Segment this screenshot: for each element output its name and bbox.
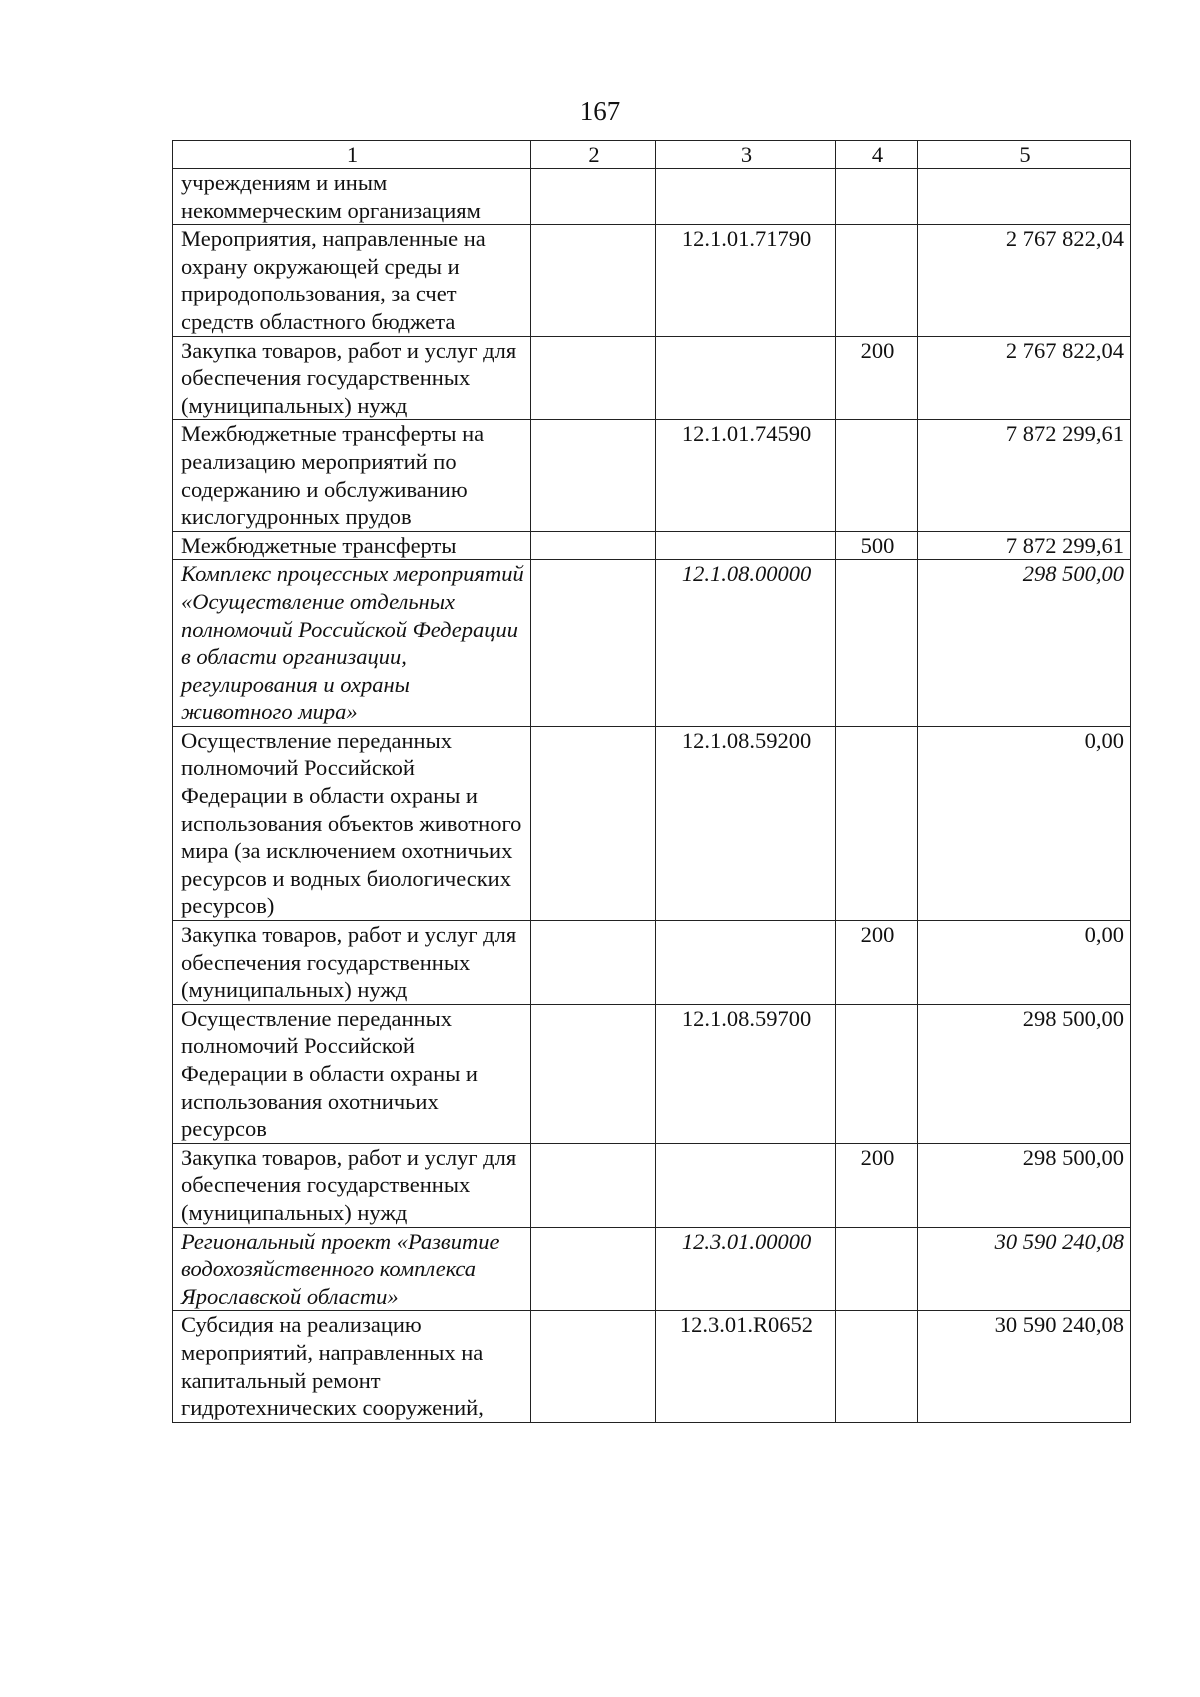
table-row — [173, 1227, 1131, 1311]
row-kind-cell — [836, 225, 918, 336]
row-col2-cell — [531, 1227, 656, 1311]
budget-table — [172, 140, 1131, 1423]
row-name-cell: Закупка товаров, работ и услуг для обеспечения государственных (муниципальных) нужд — [173, 1143, 531, 1227]
row-name-cell: Осуществление переданных полномочий Российской Федерации в области охраны и использования охотничьих ресурсов — [173, 1004, 531, 1143]
row-code-cell: 12.1.08.59700 — [656, 1004, 836, 1143]
table-row — [173, 225, 1131, 336]
row-sum-cell: 7 872 299,61 — [918, 531, 1131, 560]
row-code-cell — [656, 1143, 836, 1227]
row-name-cell: Региональный проект «Развитие водохозяйственного комплекса Ярославской области» — [173, 1227, 531, 1311]
row-col2-cell — [531, 1143, 656, 1227]
row-col2-cell — [531, 336, 656, 420]
row-name-cell: Закупка товаров, работ и услуг для обеспечения государственных (муниципальных) нужд — [173, 921, 531, 1005]
row-sum-cell: 2 767 822,04 — [918, 225, 1131, 336]
row-name-cell: Комплекс процессных мероприятий «Осуществление отдельных полномочий Российской Федерации в области организации, регулирования и охраны животного мира» — [173, 560, 531, 727]
row-kind-cell — [836, 1311, 918, 1422]
row-sum-cell: 298 500,00 — [918, 1143, 1131, 1227]
row-code-cell: 12.3.01.R0652 — [656, 1311, 836, 1422]
table-body — [173, 169, 1131, 1423]
table-row — [173, 1004, 1131, 1143]
row-col2-cell — [531, 420, 656, 531]
column-header-1: 1 — [173, 141, 531, 169]
table-row — [173, 1311, 1131, 1422]
table-row — [173, 726, 1131, 920]
row-sum-cell: 2 767 822,04 — [918, 336, 1131, 420]
row-name-cell: Межбюджетные трансферты — [173, 531, 531, 560]
row-col2-cell — [531, 1004, 656, 1143]
row-name-cell: Межбюджетные трансферты на реализацию мероприятий по содержанию и обслуживанию кислогудронных прудов — [173, 420, 531, 531]
row-code-cell: 12.1.08.00000 — [656, 560, 836, 727]
row-sum-cell: 298 500,00 — [918, 560, 1131, 727]
row-col2-cell — [531, 560, 656, 727]
row-kind-cell — [836, 726, 918, 920]
column-header-3: 3 — [656, 141, 836, 169]
row-sum-cell: 0,00 — [918, 726, 1131, 920]
row-kind-cell: 500 — [836, 531, 918, 560]
row-col2-cell — [531, 921, 656, 1005]
row-kind-cell — [836, 560, 918, 727]
row-code-cell — [656, 531, 836, 560]
row-code-cell — [656, 336, 836, 420]
table-row — [173, 336, 1131, 420]
row-name-cell: Осуществление переданных полномочий Российской Федерации в области охраны и использования объектов животного мира (за исключением охотничьих ресурсов и водных биологических ресурсов) — [173, 726, 531, 920]
row-name-cell: Закупка товаров, работ и услуг для обеспечения государственных (муниципальных) нужд — [173, 336, 531, 420]
table-row — [173, 1143, 1131, 1227]
row-sum-cell — [918, 169, 1131, 225]
table-row — [173, 420, 1131, 531]
table-row — [173, 560, 1131, 727]
row-kind-cell — [836, 1004, 918, 1143]
row-sum-cell: 30 590 240,08 — [918, 1311, 1131, 1422]
row-kind-cell: 200 — [836, 336, 918, 420]
row-kind-cell — [836, 420, 918, 531]
row-col2-cell — [531, 1311, 656, 1422]
row-code-cell — [656, 921, 836, 1005]
table-row — [173, 921, 1131, 1005]
column-header-2: 2 — [531, 141, 656, 169]
column-header-5: 5 — [918, 141, 1131, 169]
row-kind-cell: 200 — [836, 1143, 918, 1227]
row-name-cell: учреждениям и иным некоммерческим организациям — [173, 169, 531, 225]
row-col2-cell — [531, 225, 656, 336]
row-sum-cell: 30 590 240,08 — [918, 1227, 1131, 1311]
row-code-cell: 12.1.08.59200 — [656, 726, 836, 920]
row-sum-cell: 7 872 299,61 — [918, 420, 1131, 531]
row-kind-cell — [836, 1227, 918, 1311]
header-row — [173, 141, 1131, 169]
row-code-cell: 12.1.01.71790 — [656, 225, 836, 336]
row-sum-cell: 0,00 — [918, 921, 1131, 1005]
column-header-4: 4 — [836, 141, 918, 169]
row-name-cell: Субсидия на реализацию мероприятий, направленных на капитальный ремонт гидротехнических сооружений, — [173, 1311, 531, 1422]
row-kind-cell — [836, 169, 918, 225]
row-sum-cell: 298 500,00 — [918, 1004, 1131, 1143]
row-code-cell: 12.3.01.00000 — [656, 1227, 836, 1311]
row-kind-cell: 200 — [836, 921, 918, 1005]
row-col2-cell — [531, 531, 656, 560]
row-col2-cell — [531, 169, 656, 225]
page-number: 167 — [579, 96, 621, 126]
row-col2-cell — [531, 726, 656, 920]
table-row — [173, 169, 1131, 225]
row-name-cell: Мероприятия, направленные на охрану окружающей среды и природопользования, за счет средств областного бюджета — [173, 225, 531, 336]
row-code-cell: 12.1.01.74590 — [656, 420, 836, 531]
row-code-cell — [656, 169, 836, 225]
table-row — [173, 531, 1131, 560]
